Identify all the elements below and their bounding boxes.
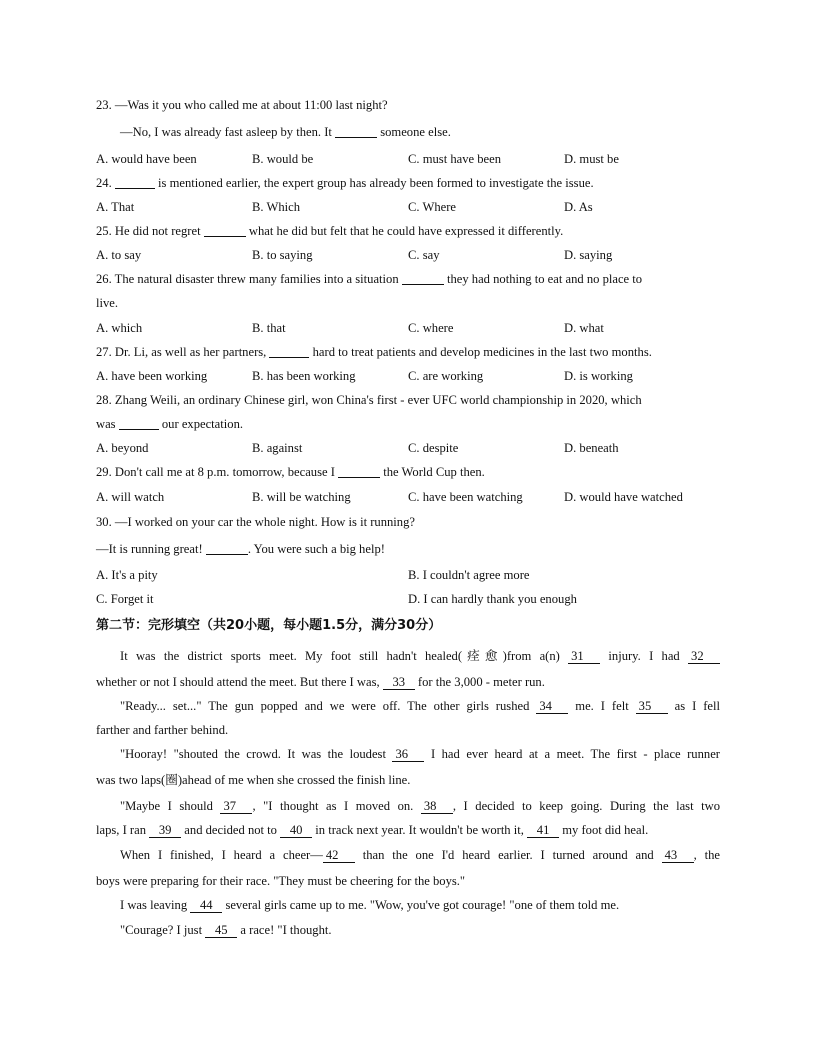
passage-line: boys were preparing for their race. "They must be cheering for the boys." (96, 874, 466, 888)
blank-39[interactable]: 39 (149, 824, 181, 838)
option-24-d[interactable]: D. As (564, 200, 593, 214)
option-25-b[interactable]: B. to saying (252, 248, 313, 262)
blank-40[interactable]: 40 (280, 824, 312, 838)
option-27-a[interactable]: A. have been working (96, 369, 208, 383)
section-title: 第二节：完形填空（共20小题，每小题1.5分，满分30分） (96, 618, 442, 633)
option-27-c[interactable]: C. are working (408, 369, 484, 383)
question-23-reply: —No, I was already fast asleep by then. It someone else. (120, 125, 451, 139)
passage-line: When I finished, I heard a cheer— 42 than the one I'd heard earlier. I turned around and 43 , the (120, 848, 720, 862)
option-29-a[interactable]: A. will watch (96, 490, 165, 504)
blank-41[interactable]: 41 (527, 824, 559, 838)
option-29-b[interactable]: B. will be watching (252, 490, 351, 504)
option-24-b[interactable]: B. Which (252, 200, 301, 214)
passage-line: "Hooray! "shouted the crowd. It was the loudest 36 I had ever heard at a meet. The first - place runner (120, 747, 720, 761)
answer-blank (119, 417, 159, 430)
answer-blank (204, 224, 246, 237)
answer-blank (402, 272, 444, 285)
option-29-d[interactable]: D. would have watched (564, 490, 683, 504)
option-30-d[interactable]: D. I can hardly thank you enough (408, 592, 577, 606)
passage-line: I was leaving 44 several girls came up to me. "Wow, you've got courage! "one of them told me. (120, 898, 620, 912)
option-28-a[interactable]: A. beyond (96, 441, 149, 455)
option-29-c[interactable]: C. have been watching (408, 490, 523, 504)
option-30-c[interactable]: C. Forget it (96, 592, 154, 606)
answer-blank (206, 542, 248, 555)
option-27-d[interactable]: D. is working (564, 369, 633, 383)
option-23-a[interactable]: A. would have been (96, 152, 197, 166)
option-23-c[interactable]: C. must have been (408, 152, 502, 166)
question-23-stem: 23. —Was it you who called me at about 11:00 last night? (96, 98, 388, 112)
answer-blank (335, 125, 377, 138)
question-26-stem: 26. The natural disaster threw many families into a situation they had nothing to eat and no place to (96, 272, 643, 286)
question-29-stem: 29. Don't call me at 8 p.m. tomorrow, because I the World Cup then. (96, 465, 485, 479)
option-26-a[interactable]: A. which (96, 321, 143, 335)
blank-44[interactable]: 44 (190, 899, 222, 913)
answer-blank (269, 345, 309, 358)
option-26-c[interactable]: C. where (408, 321, 454, 335)
passage-line: was two laps(圈)ahead of me when she crossed the finish line. (96, 773, 411, 787)
question-30-reply: —It is running great! . You were such a big help! (96, 542, 385, 556)
passage-line: laps, I ran 39 and decided not to 40 in track next year. It wouldn't be worth it, 41 my foot did heal. (96, 823, 649, 837)
blank-42[interactable]: 42 (323, 849, 355, 863)
chinese-gloss: 痊愈 (462, 649, 503, 663)
option-25-d[interactable]: D. saying (564, 248, 613, 262)
option-24-a[interactable]: A. That (96, 200, 135, 214)
question-24-stem: 24. is mentioned earlier, the expert group has already been formed to investigate the issue. (96, 176, 594, 190)
option-25-c[interactable]: C. say (408, 248, 440, 262)
chinese-gloss: 圈 (165, 773, 178, 787)
blank-34[interactable]: 34 (536, 700, 568, 714)
option-23-d[interactable]: D. must be (564, 152, 619, 166)
blank-32[interactable]: 32 (688, 650, 720, 664)
passage-line: "Ready... set..." The gun popped and we were off. The other girls rushed 34 me. I felt 35 as I fell (120, 699, 720, 713)
blank-43[interactable]: 43 (662, 849, 694, 863)
passage-line: "Courage? I just 45 a race! "I thought. (120, 923, 332, 937)
blank-38[interactable]: 38 (421, 800, 453, 814)
blank-31[interactable]: 31 (568, 650, 600, 664)
option-26-b[interactable]: B. that (252, 321, 286, 335)
option-28-d[interactable]: D. beneath (564, 441, 619, 455)
option-25-a[interactable]: A. to say (96, 248, 142, 262)
blank-35[interactable]: 35 (636, 700, 668, 714)
answer-blank (115, 176, 155, 189)
option-24-c[interactable]: C. Where (408, 200, 457, 214)
question-28-stem: 28. Zhang Weili, an ordinary Chinese girl, won China's first - ever UFC world championship in 2020, which (96, 393, 642, 407)
passage-line: It was the district sports meet. My foot still hadn't healed(痊愈)from a(n) 31 injury. I had 32 (96, 648, 720, 664)
blank-37[interactable]: 37 (220, 800, 252, 814)
question-26-stem-cont: live. (96, 296, 119, 310)
passage-line: whether or not I should attend the meet. But there I was, 33 for the 3,000 - meter run. (96, 675, 545, 689)
option-28-c[interactable]: C. despite (408, 441, 459, 455)
question-27-stem: 27. Dr. Li, as well as her partners, hard to treat patients and develop medicines in the last two months. (96, 345, 652, 359)
option-30-b[interactable]: B. I couldn't agree more (408, 568, 530, 582)
question-25-stem: 25. He did not regret what he did but felt that he could have expressed it differently. (96, 224, 564, 238)
blank-45[interactable]: 45 (205, 924, 237, 938)
blank-36[interactable]: 36 (392, 748, 424, 762)
passage-line: farther and farther behind. (96, 723, 229, 737)
option-30-a[interactable]: A. It's a pity (96, 568, 158, 582)
option-27-b[interactable]: B. has been working (252, 369, 356, 383)
option-23-b[interactable]: B. would be (252, 152, 314, 166)
option-26-d[interactable]: D. what (564, 321, 604, 335)
option-28-b[interactable]: B. against (252, 441, 303, 455)
question-28-stem-cont: was our expectation. (96, 417, 244, 431)
blank-33[interactable]: 33 (383, 676, 415, 690)
answer-blank (338, 465, 380, 478)
passage-line: "Maybe I should 37 , "I thought as I moved on. 38 , I decided to keep going. During the last two (120, 799, 720, 813)
question-30-stem: 30. —I worked on your car the whole night. How is it running? (96, 515, 415, 529)
